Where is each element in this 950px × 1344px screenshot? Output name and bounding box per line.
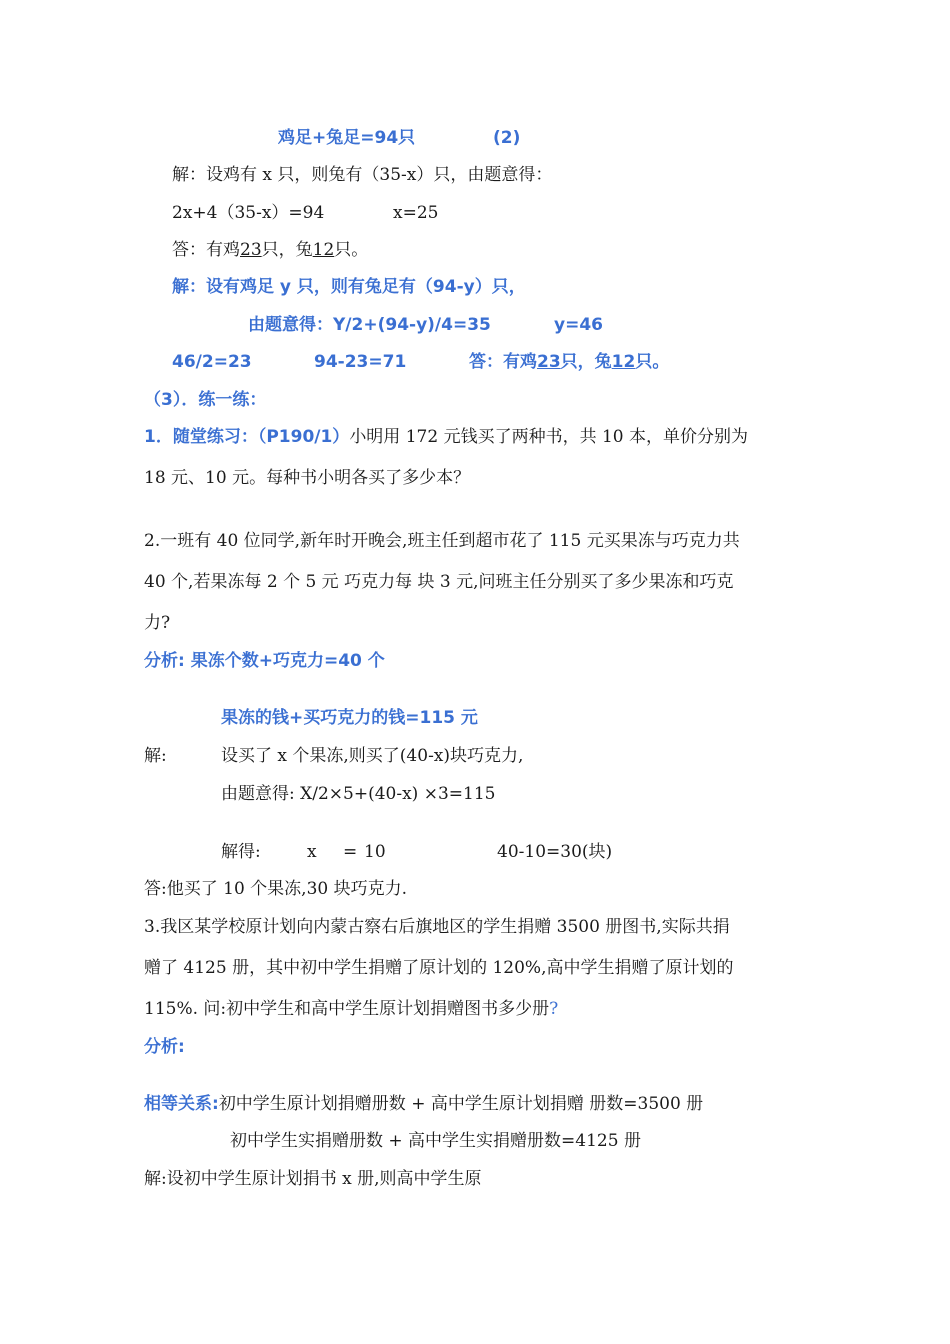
equal-relation-label: 相等关系:	[144, 1094, 219, 1114]
answer-line-2	[469, 351, 669, 373]
solution-2-setup: 解：设有鸡足 y 只，则有兔足有（94-y）只，	[172, 277, 526, 297]
answer-suffix: 只。	[635, 352, 670, 372]
equation-1: 2x+4（35-x）=94	[172, 203, 325, 223]
analysis-label-3: 分析:	[144, 1037, 185, 1057]
solve-eq: =	[343, 842, 358, 862]
solve-label: 解得:	[221, 842, 261, 862]
exercise-3-question: 115%. 问:初中学生和高中学生原计划捐赠图书多少册	[144, 999, 550, 1019]
exercise-1-label: 1．随堂练习：（P190/1）	[144, 427, 350, 447]
equation-1-result: x=25	[393, 203, 439, 223]
rabbit-count: 12	[312, 240, 335, 260]
answer-line-1	[172, 239, 368, 261]
solution-label: 解:	[144, 746, 167, 766]
calc-chickens: 46/2=23	[172, 352, 252, 372]
equation-feet-total: 鸡足+兔足=94只	[278, 128, 416, 148]
solve-chocolate: 40-10=30(块)	[497, 842, 613, 862]
exercise-3-line-3	[144, 998, 558, 1020]
equal-relation-line	[144, 1093, 703, 1115]
equation-number: (2)	[493, 128, 521, 148]
chicken-count: 23	[240, 240, 262, 260]
solution-setup-2: 设买了 x 个果冻,则买了(40-x)块巧克力,	[221, 746, 524, 766]
answer-prefix: 答：有鸡	[172, 240, 240, 260]
equal-relation-1: 初中学生原计划捐赠册数 + 高中学生原计划捐赠 册数=3500 册	[218, 1094, 704, 1114]
answer-prefix: 答：有鸡	[469, 352, 537, 372]
solution-setup: 解：设鸡有 x 只，则兔有（35-x）只，由题意得：	[172, 165, 553, 185]
answer-exercise-2: 答:他买了 10 个果冻,30 块巧克力.	[144, 879, 408, 899]
exercise-1	[144, 426, 748, 448]
solution-3-setup: 解:设初中学生原计划捐书 x 册,则高中学生原	[144, 1169, 482, 1189]
equal-relation-2: 初中学生实捐赠册数 + 高中学生实捐赠册数=4125 册	[230, 1131, 641, 1151]
rabbit-count: 12	[611, 352, 636, 372]
answer-suffix: 只。	[334, 240, 369, 260]
exercise-2-line-3: 力?	[144, 613, 171, 633]
solve-var: x	[307, 842, 317, 862]
calc-rabbit-feet: 94-23=71	[314, 352, 407, 372]
equation-2-result: y=46	[554, 315, 603, 335]
exercise-2-line-2: 40 个,若果冻每 2 个 5 元 巧克力每 块 3 元,问班主任分别买了多少果冻和巧克	[144, 572, 734, 592]
chicken-count: 23	[537, 352, 561, 372]
equation-3: 由题意得: X/2×5+(40-x) ×3=115	[221, 784, 496, 804]
answer-mid: 只，兔	[560, 352, 612, 372]
analysis-label: 分析: 果冻个数+巧克力=40 个	[144, 651, 385, 671]
analysis-relation-2: 果冻的钱+买巧克力的钱=115 元	[221, 708, 478, 728]
equation-2: 由题意得：Y/2+(94-y)/4=35	[248, 315, 491, 335]
question-mark: ?	[549, 999, 559, 1019]
exercise-2-line-1: 2.一班有 40 位同学,新年时开晚会,班主任到超市花了 115 元买果冻与巧克力共	[144, 531, 740, 551]
exercise-3-line-2: 赠了 4125 册，其中初中学生捐赠了原计划的 120%,高中学生捐赠了原计划的	[144, 958, 734, 978]
exercise-1-continued: 18 元、10 元。每种书小明各买了多少本？	[144, 468, 471, 488]
solve-value: 10	[364, 842, 386, 862]
exercise-3-line-1: 3.我区某学校原计划向内蒙古察右后旗地区的学生捐赠 3500 册图书,实际共捐	[144, 917, 730, 937]
answer-mid: 只，兔	[261, 240, 313, 260]
section-heading-practice: （3）．练一练：	[144, 390, 267, 410]
exercise-1-text: 小明用 172 元钱买了两种书，共 10 本，单价分别为	[349, 427, 749, 447]
